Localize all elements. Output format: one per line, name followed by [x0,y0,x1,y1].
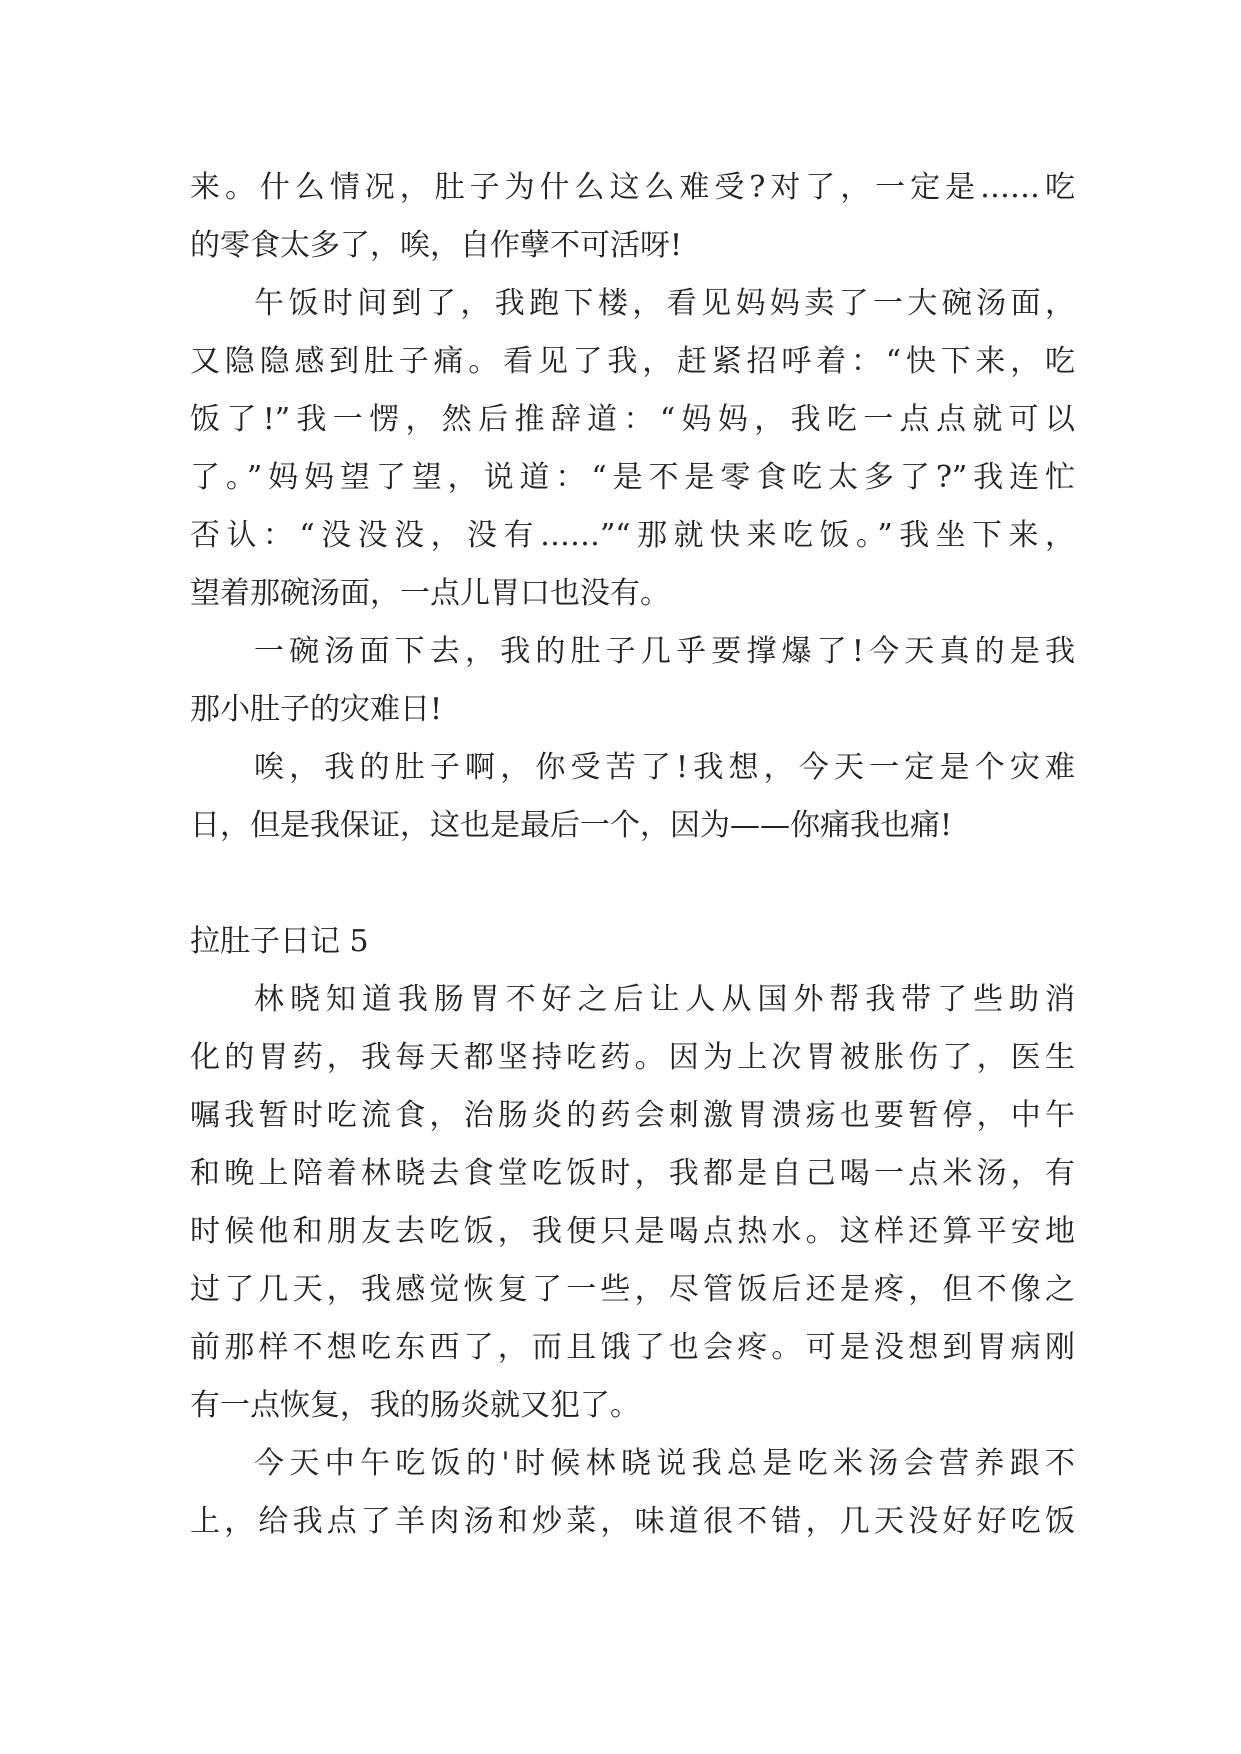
text-line: 来。什么情况，肚子为什么这么难受?对了，一定是……吃 [190,170,1075,205]
text-line: 前那样不想吃东西了，而且饿了也会疼。可是没想到胃病刚 [190,1330,1075,1365]
diary-entry-previous [190,159,1075,855]
paragraph [190,739,1075,855]
text-line: 了。”妈妈望了望，说道：“是不是零食吃太多了?”我连忙 [190,460,1075,495]
text-line: 饭了!”我一愣，然后推辞道：“妈妈，我吃一点点就可以 [190,402,1075,437]
section-heading: 拉肚子日记 5 [190,924,369,959]
paragraph [190,971,1075,1435]
text-line: 的零食太多了，唉，自作孽不可活呀! [190,228,683,263]
diary-entry-5 [190,971,1075,1551]
text-line: 和晚上陪着林晓去食堂吃饭时，我都是自己喝一点米汤，有 [190,1156,1075,1191]
document-body [190,159,1075,1551]
text-line: 又隐隐感到肚子痛。看见了我，赶紧招呼着：“快下来，吃 [190,344,1075,379]
paragraph [190,159,1075,275]
paragraph [190,1435,1075,1551]
text-line: 有一点恢复，我的肠炎就又犯了。 [190,1388,640,1423]
text-line: 时候他和朋友去吃饭，我便只是喝点热水。这样还算平安地 [190,1214,1075,1249]
text-line: 那小肚子的灾难日! [190,692,443,727]
text-line: 化的胃药，我每天都坚持吃药。因为上次胃被胀伤了，医生 [190,1040,1075,1075]
paragraph [190,275,1075,623]
text-line: 上，给我点了羊肉汤和炒菜，味道很不错，几天没好好吃饭 [190,1504,1075,1539]
section-spacer [190,855,1075,913]
text-line: 午饭时间到了，我跑下楼，看见妈妈卖了一大碗汤面， [254,286,1075,321]
text-line: 唉，我的肚子啊，你受苦了!我想，今天一定是个灾难 [254,750,1075,785]
text-line: 嘱我暂时吃流食，治肠炎的药会刺激胃溃疡也要暂停，中午 [190,1098,1075,1133]
paragraph [190,623,1075,739]
text-line: 今天中午吃饭的'时候林晓说我总是吃米汤会营养跟不 [254,1446,1075,1481]
text-line: 否认：“没没没，没有……”“那就快来吃饭。”我坐下来， [190,518,1075,553]
text-line: 日，但是我保证，这也是最后一个，因为——你痛我也痛! [190,808,953,843]
text-line: 过了几天，我感觉恢复了一些，尽管饭后还是疼，但不像之 [190,1272,1075,1307]
text-line: 望着那碗汤面，一点儿胃口也没有。 [190,576,670,611]
text-line: 一碗汤面下去，我的肚子几乎要撑爆了!今天真的是我 [254,634,1075,669]
text-line: 林晓知道我肠胃不好之后让人从国外帮我带了些助消 [254,982,1075,1017]
